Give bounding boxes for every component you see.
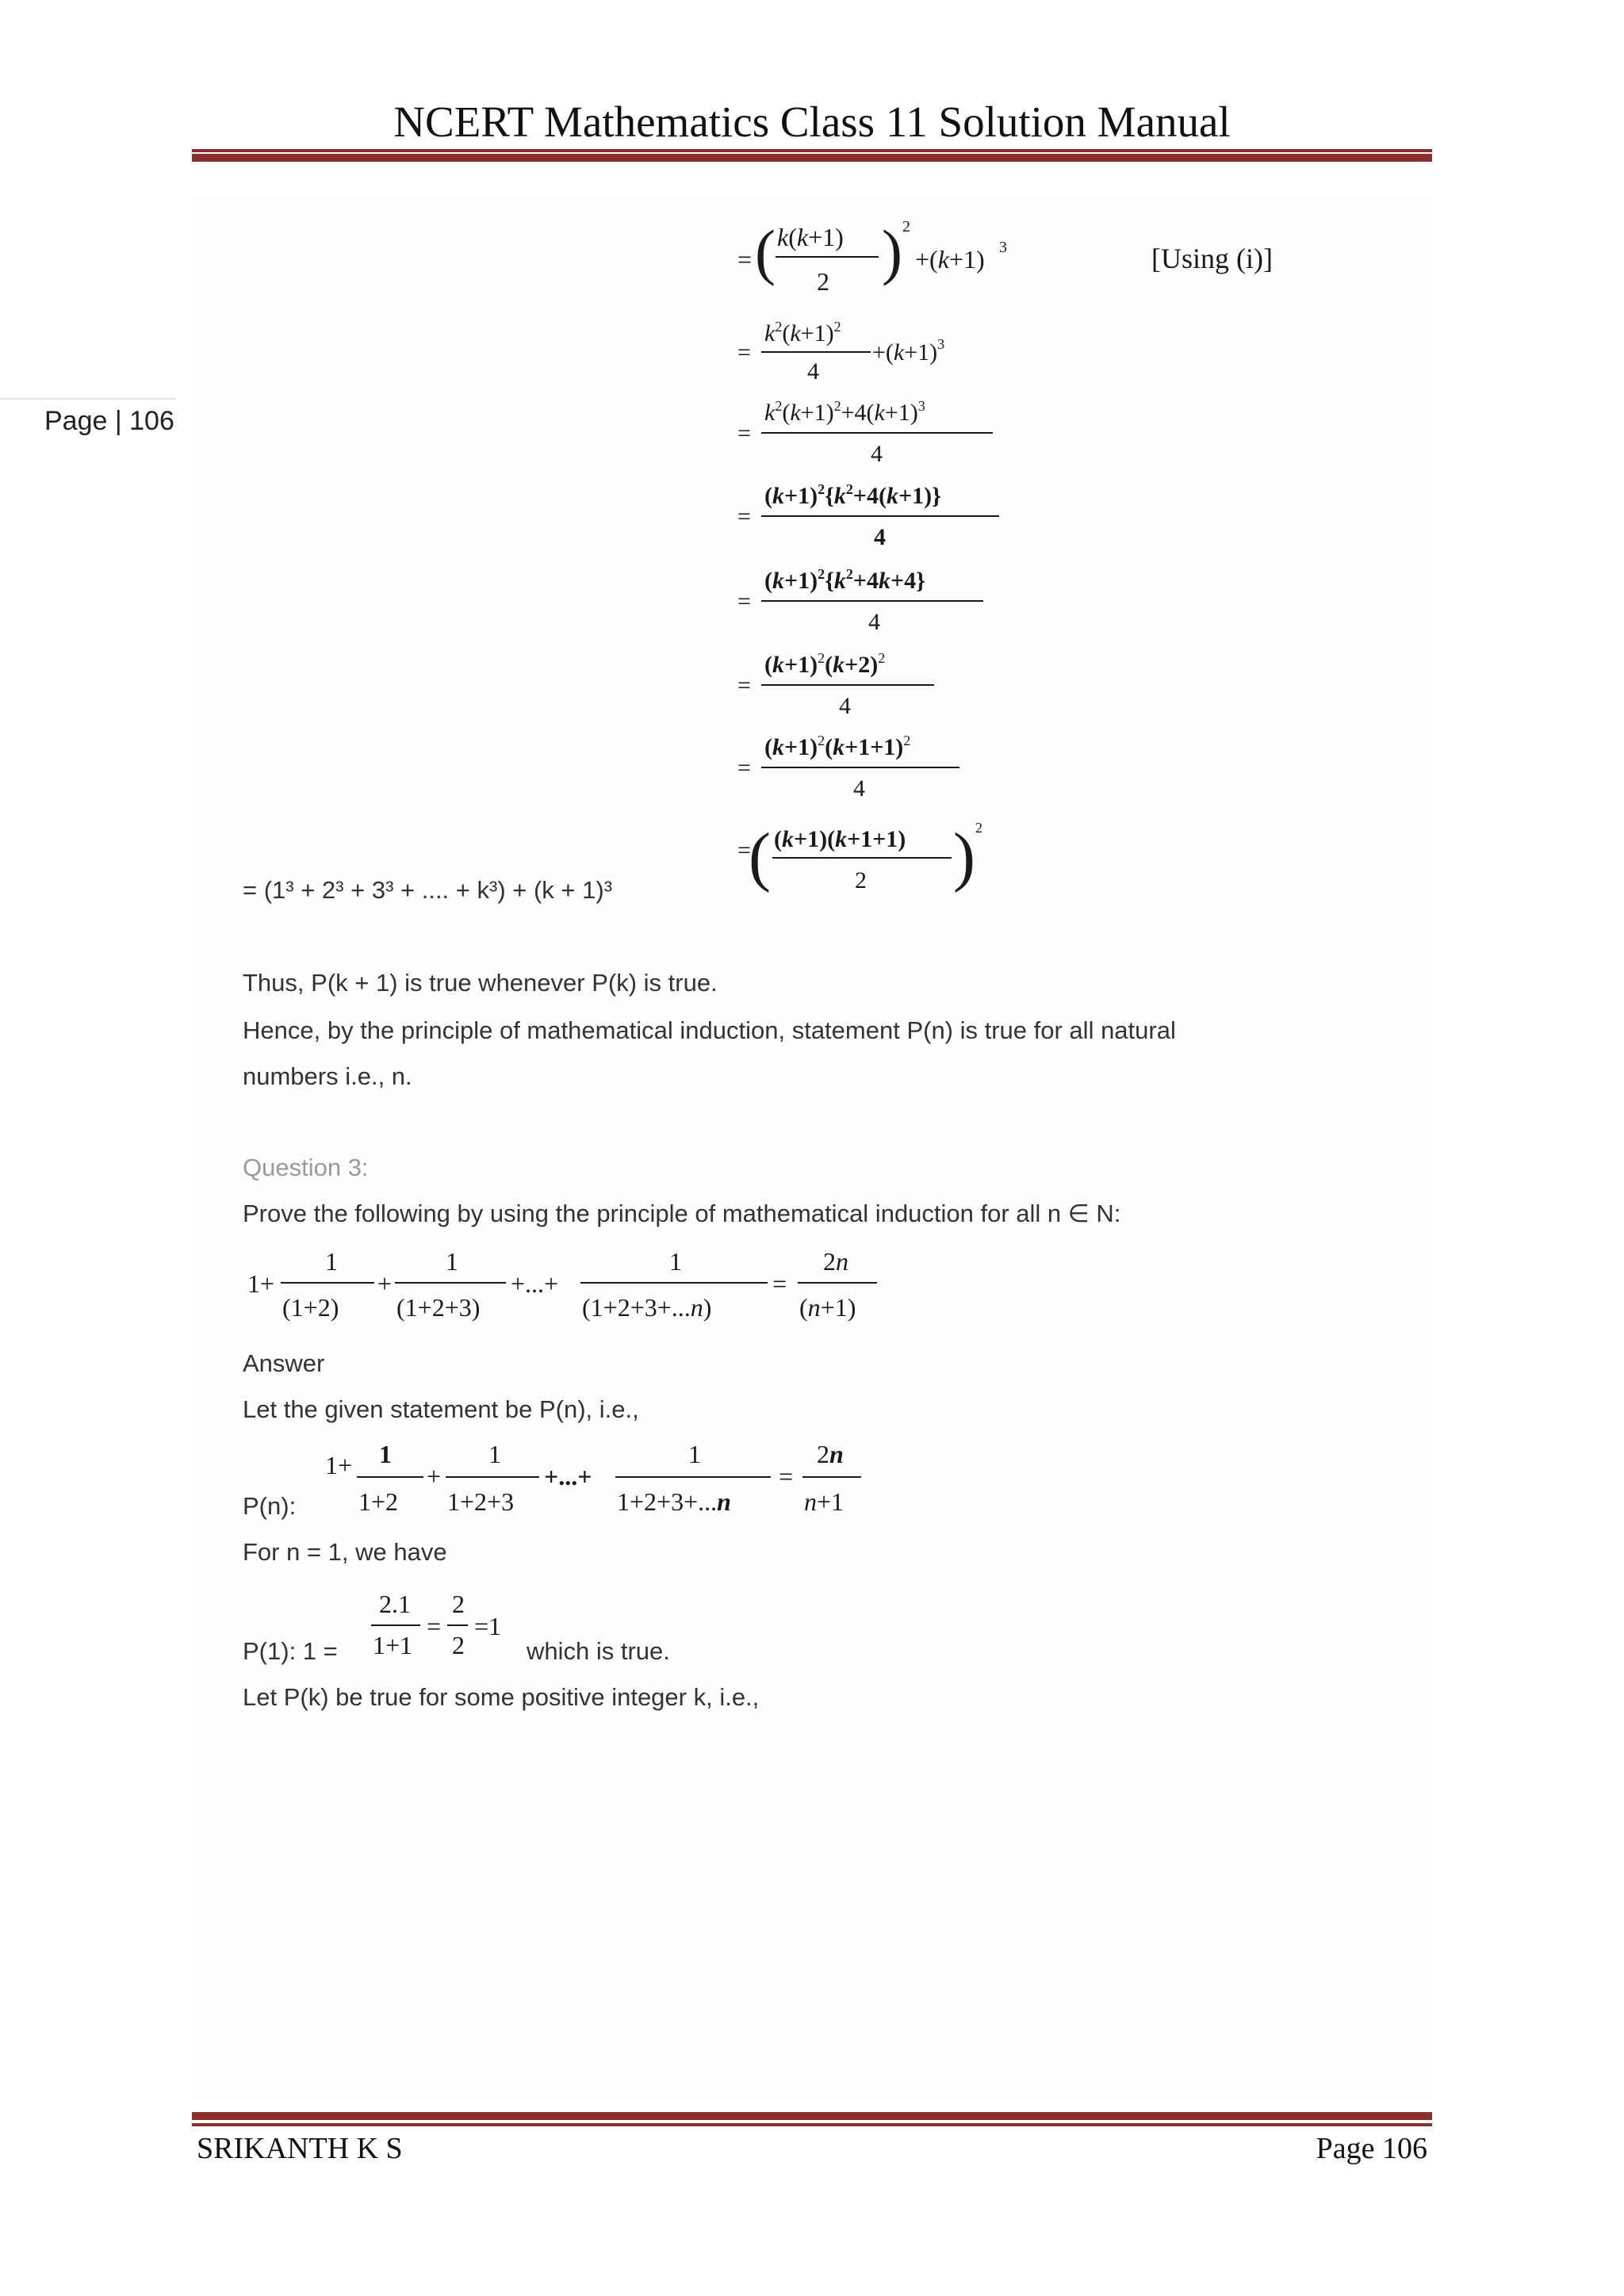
p1-prefix: P(1): 1 =	[243, 1637, 338, 1665]
svg-text:1: 1	[325, 1247, 338, 1276]
svg-text:4: 4	[839, 693, 851, 719]
question-heading: Question 3:	[243, 1154, 369, 1181]
equation-step-5	[737, 564, 991, 640]
svg-text:+: +	[427, 1462, 442, 1490]
let-pk-statement: Let P(k) be true for some positive integer k, i.e.,	[243, 1683, 760, 1711]
svg-text:k2(k+1)2: $k^2(k+1)^2$	[764, 319, 841, 346]
svg-text:4: 4	[853, 775, 865, 802]
svg-text:(k+1)2(k+2)2: $(k+1)^2(k+2)^2$	[764, 650, 886, 678]
pn-equation	[325, 1439, 872, 1518]
svg-text:1: 1	[446, 1247, 458, 1276]
svg-text:2: 2	[902, 218, 910, 235]
svg-text:=: =	[772, 1269, 787, 1298]
footer-rule-thick	[192, 2112, 1432, 2120]
svg-text:+(k+1): +(k+1)	[915, 245, 985, 274]
footer-rule-thin	[192, 2123, 1432, 2126]
svg-text:(n+1): (n+1)	[799, 1293, 856, 1322]
svg-text:+(k+1)3: $+(k+1)^3$	[872, 336, 945, 365]
svg-text:4: 4	[871, 441, 883, 467]
equation-step-8	[737, 817, 991, 912]
svg-text:2n: 2n	[817, 1440, 844, 1468]
svg-text:(1+2): (1+2)	[282, 1293, 339, 1322]
equation-step-3	[737, 396, 1007, 472]
answer-label: Answer	[243, 1349, 325, 1377]
svg-text:): )	[953, 820, 975, 894]
equation-step-7	[737, 731, 975, 806]
svg-text:1+2: 1+2	[358, 1487, 399, 1516]
svg-text:1+: 1+	[247, 1269, 275, 1298]
hence-statement-line2: numbers i.e., n.	[243, 1062, 412, 1090]
svg-text:k(k+1): k(k+1)	[777, 223, 844, 251]
svg-text:=1: =1	[474, 1612, 502, 1640]
svg-text:4: 4	[874, 524, 886, 550]
thus-statement: Thus, P(k + 1) is true whenever P(k) is true.	[243, 969, 718, 997]
svg-text:=: =	[737, 503, 751, 530]
svg-text:1: 1	[488, 1440, 501, 1468]
svg-text:+...+: +...+	[544, 1462, 592, 1490]
svg-text:1: 1	[379, 1440, 392, 1468]
svg-text:(1+2+3+...n): (1+2+3+...n)	[582, 1293, 712, 1322]
svg-text:1+2+3+...n: 1+2+3+...n	[617, 1487, 731, 1516]
svg-text:=: =	[737, 588, 751, 614]
svg-text:(k+1)2(k+1+1)2: $(k+1)^2(k+1+1)^2$	[764, 733, 911, 760]
svg-text:1+1: 1+1	[373, 1631, 413, 1659]
svg-text:+...+: +...+	[511, 1269, 559, 1298]
svg-text:2: 2	[975, 820, 982, 836]
header-rule-thin	[192, 149, 1432, 152]
svg-text:3: 3	[999, 239, 1007, 256]
svg-text:=: =	[779, 1462, 794, 1490]
for-n-equals-1: For n = 1, we have	[243, 1538, 447, 1566]
question-prompt: Prove the following by using the principle of mathematical induction for all n ∈ N:	[243, 1200, 1121, 1227]
derivation-lhs-text: = (1³ + 2³ + 3³ + .... + k³) + (k + 1)³	[243, 876, 613, 904]
equation-step-2	[737, 317, 991, 388]
svg-text:4: 4	[868, 609, 880, 635]
let-statement: Let the given statement be P(n), i.e.,	[243, 1395, 639, 1423]
footer-page-number: Page 106	[1316, 2132, 1427, 2165]
side-page-label: Page | 106	[44, 406, 174, 436]
svg-text:4: 4	[807, 358, 819, 385]
page-header-title: NCERT Mathematics Class 11 Solution Manual	[393, 98, 1231, 146]
svg-text:=: =	[737, 672, 751, 698]
hence-statement-line1: Hence, by the principle of mathematical induction, statement P(n) is true for all natural	[243, 1016, 1176, 1044]
svg-text:=: =	[737, 755, 751, 781]
svg-text:=: =	[737, 420, 751, 446]
p1-suffix: which is true.	[527, 1637, 670, 1665]
svg-text:2: 2	[855, 867, 867, 894]
svg-text:=: =	[737, 245, 753, 274]
svg-text:(: (	[755, 217, 776, 286]
svg-text:(k+1)2{k2+4k+4}: $(k+1)^2\{k^2+4k+4\}$	[764, 566, 925, 594]
svg-text:): )	[882, 217, 902, 286]
svg-text:1+: 1+	[325, 1451, 353, 1479]
svg-text:2: 2	[452, 1590, 465, 1618]
svg-text:n+1: n+1	[804, 1487, 845, 1516]
svg-text:(1+2+3): (1+2+3)	[396, 1293, 481, 1322]
equation-step-4	[737, 480, 1015, 555]
using-note: [Using (i)]	[1151, 243, 1273, 274]
svg-text:2: 2	[452, 1631, 465, 1659]
svg-text:2: 2	[817, 267, 829, 296]
footer-author: SRIKANTH K S	[197, 2132, 403, 2165]
pn-label: P(n):	[243, 1492, 297, 1520]
svg-text:=: =	[427, 1612, 442, 1640]
svg-text:k2(k+1)2+4(k+1)3: $k^2(k+1)^2+4(k+1)^3$	[764, 398, 925, 426]
svg-text:1+2+3: 1+2+3	[447, 1487, 515, 1516]
question-equation	[247, 1245, 882, 1332]
header-rule-thick	[192, 154, 1432, 162]
svg-text:=: =	[737, 837, 751, 863]
svg-text:+: +	[377, 1269, 393, 1298]
p1-equation	[370, 1586, 520, 1665]
svg-text:2.1: 2.1	[379, 1590, 411, 1618]
svg-text:(k+1)(k+1+1): (k+1)(k+1+1)	[774, 826, 906, 852]
svg-text:2n: 2n	[823, 1247, 848, 1276]
svg-text:=: =	[737, 339, 751, 365]
svg-text:1: 1	[669, 1247, 682, 1276]
side-margin-line	[0, 398, 176, 400]
equation-step-1	[737, 214, 1039, 309]
svg-text:1: 1	[688, 1440, 701, 1468]
svg-text:(: (	[749, 820, 771, 894]
svg-text:(k+1)2{k2+4(k+1)}: $(k+1)^2\{k^2+4(k+1)\}$	[764, 481, 941, 509]
equation-step-6	[737, 649, 959, 724]
